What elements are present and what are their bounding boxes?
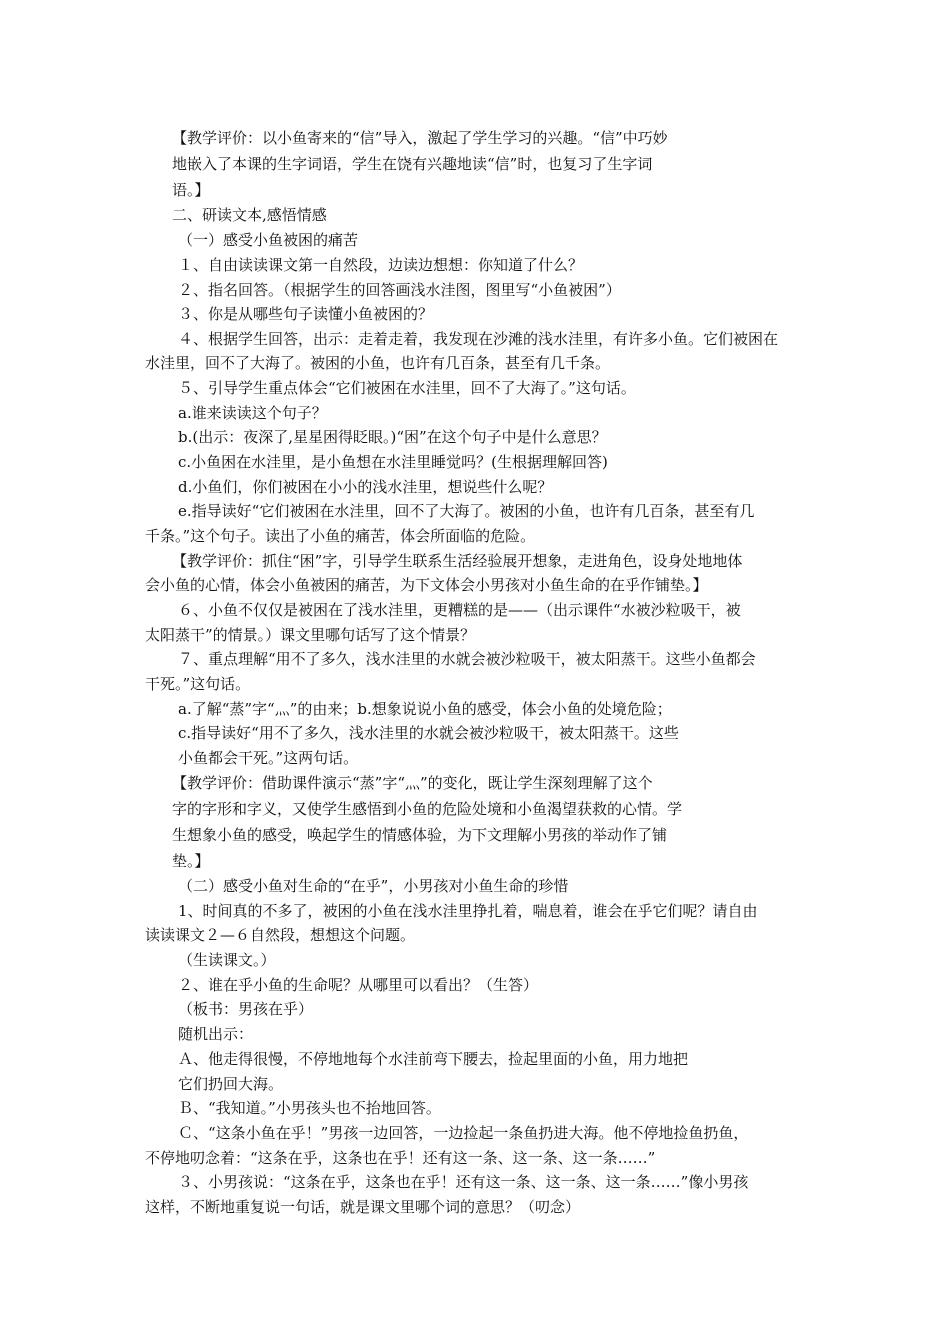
- paragraph-line: Ａ、他走得很慢，不停地地每个水洼前弯下腰去，捡起里面的小鱼，用力地把: [178, 1050, 689, 1068]
- paragraph-line: 随机出示：: [178, 1025, 254, 1043]
- paragraph-line: １、自由读读课文第一自然段，边读边想想：你知道了什么？: [178, 256, 584, 274]
- paragraph-line: 水洼里，回不了大海了。被困的小鱼，也许有几百条，甚至有几千条。: [145, 354, 611, 372]
- paragraph-line: Ｂ、“我知道。”小男孩头也不抬地回答。: [178, 1099, 441, 1117]
- paragraph-line: ３、小男孩说：“这条在乎，这条也在乎！还有这一条、这一条、这一条……”像小男孩: [178, 1173, 749, 1191]
- subsection-heading: （二）感受小鱼对生命的“在乎”，小男孩对小鱼生命的珍惜: [178, 877, 569, 895]
- paragraph-line: （生读课文。）: [178, 951, 276, 969]
- evaluation-note-line: 会小鱼的心情，体会小鱼被困的痛苦，为下文体会小男孩对小鱼生命的在乎作铺垫。】: [145, 576, 708, 594]
- paragraph-line: 读读课文２—６自然段，想想这个问题。: [145, 926, 416, 944]
- paragraph-line: b.(出示：夜深了,星星困得眨眼。)“困”在这个句子中是什么意思？: [178, 428, 607, 446]
- paragraph-line: c.小鱼困在水洼里，是小鱼想在水洼里睡觉吗？(生根据理解回答): [178, 453, 608, 471]
- paragraph-line: a.了解“蒸”字“灬”的由来；b.想象说说小鱼的感受，体会小鱼的处境危险；: [178, 700, 672, 718]
- paragraph-line: 干死。”这句话。: [145, 675, 251, 693]
- evaluation-note-line: 【教学评价：抓住“困”字，引导学生联系生活经验展开想象，走进角色，设身处地地体: [172, 552, 743, 570]
- paragraph-line: ２、谁在乎小鱼的生命呢？从哪里可以看出？（生答）: [178, 976, 539, 994]
- paragraph-line: ４、根据学生回答，出示：走着走着，我发现在沙滩的浅水洼里，有许多小鱼。它们被困在: [178, 330, 779, 348]
- paragraph-line: ２、指名回答。（根据学生的回答画浅水洼图，图里写“小鱼被困”）: [178, 281, 621, 299]
- evaluation-note-line: 【教学评价：借助课件演示“蒸”字“灬”的变化，既让学生深刻理解了这个: [172, 774, 653, 792]
- paragraph-line: 小鱼都会干死。”这两句话。: [178, 749, 359, 767]
- evaluation-note-line: 语。】: [172, 181, 210, 199]
- paragraph-line: c.指导读好“用不了多久，浅水洼里的水就会被沙粒吸干，被太阳蒸干。这些: [178, 724, 679, 742]
- paragraph-line: （板书：男孩在乎）: [178, 1000, 314, 1018]
- evaluation-note-line: 【教学评价：以小鱼寄来的“信”导入，激起了学生学习的兴趣。“信”中巧妙: [172, 129, 668, 147]
- paragraph-line: d.小鱼们，你们被困在小小的浅水洼里，想说些什么呢？: [178, 478, 553, 496]
- paragraph-line: ５、引导学生重点体会“它们被困在水洼里，回不了大海了。”这句话。: [178, 379, 636, 397]
- paragraph-line: ６、小鱼不仅仅是被困在了浅水洼里，更糟糕的是——（出示课件“水被沙粒吸干，被: [178, 601, 741, 619]
- section-heading: 二、研读文本,感悟情感: [172, 206, 327, 224]
- paragraph-line: 太阳蒸干”的情景。）课文里哪句话写了这个情景？: [145, 626, 476, 644]
- paragraph-line: ３、你是从哪些句子读懂小鱼被困的？: [178, 305, 434, 323]
- paragraph-line: a.谁来读读这个句子？: [178, 404, 327, 422]
- evaluation-note-line: 地嵌入了本课的生字词语，学生在饶有兴趣地读“信”时，也复习了生字词: [172, 155, 653, 173]
- evaluation-note-line: 生想象小鱼的感受，唤起学生的情感体验，为下文理解小男孩的举动作了铺: [172, 826, 668, 844]
- evaluation-note-line: 字的字形和字义，又使学生感悟到小鱼的危险处境和小鱼渴望获救的心情。学: [172, 800, 683, 818]
- paragraph-line: e.指导读好“它们被困在水洼里，回不了大海了。被困的小鱼，也许有几百条，甚至有几: [178, 502, 755, 520]
- paragraph-line: 不停地叨念着：“这条在乎，这条也在乎！还有这一条、这一条、这一条……”: [145, 1149, 656, 1167]
- paragraph-line: 1、时间真的不多了，被困的小鱼在浅水洼里挣扎着，喘息着，谁会在乎它们呢？请自由: [178, 902, 758, 920]
- paragraph-line: 千条。”这个句子。读出了小鱼的痛苦，体会所面临的危险。: [145, 527, 536, 545]
- subsection-heading: （一）感受小鱼被困的痛苦: [178, 231, 359, 249]
- evaluation-note-line: 垫。】: [172, 852, 210, 870]
- paragraph-line: 它们扔回大海。: [178, 1075, 284, 1093]
- paragraph-line: 这样，不断地重复说一句话，就是课文里哪个词的意思？（叨念）: [145, 1198, 581, 1216]
- paragraph-line: Ｃ、“这条小鱼在乎！”男孩一边回答，一边捡起一条鱼扔进大海。他不停地捡鱼扔鱼，: [178, 1124, 749, 1142]
- paragraph-line: ７、重点理解“用不了多久，浅水洼里的水就会被沙粒吸干，被太阳蒸干。这些小鱼都会: [178, 650, 756, 668]
